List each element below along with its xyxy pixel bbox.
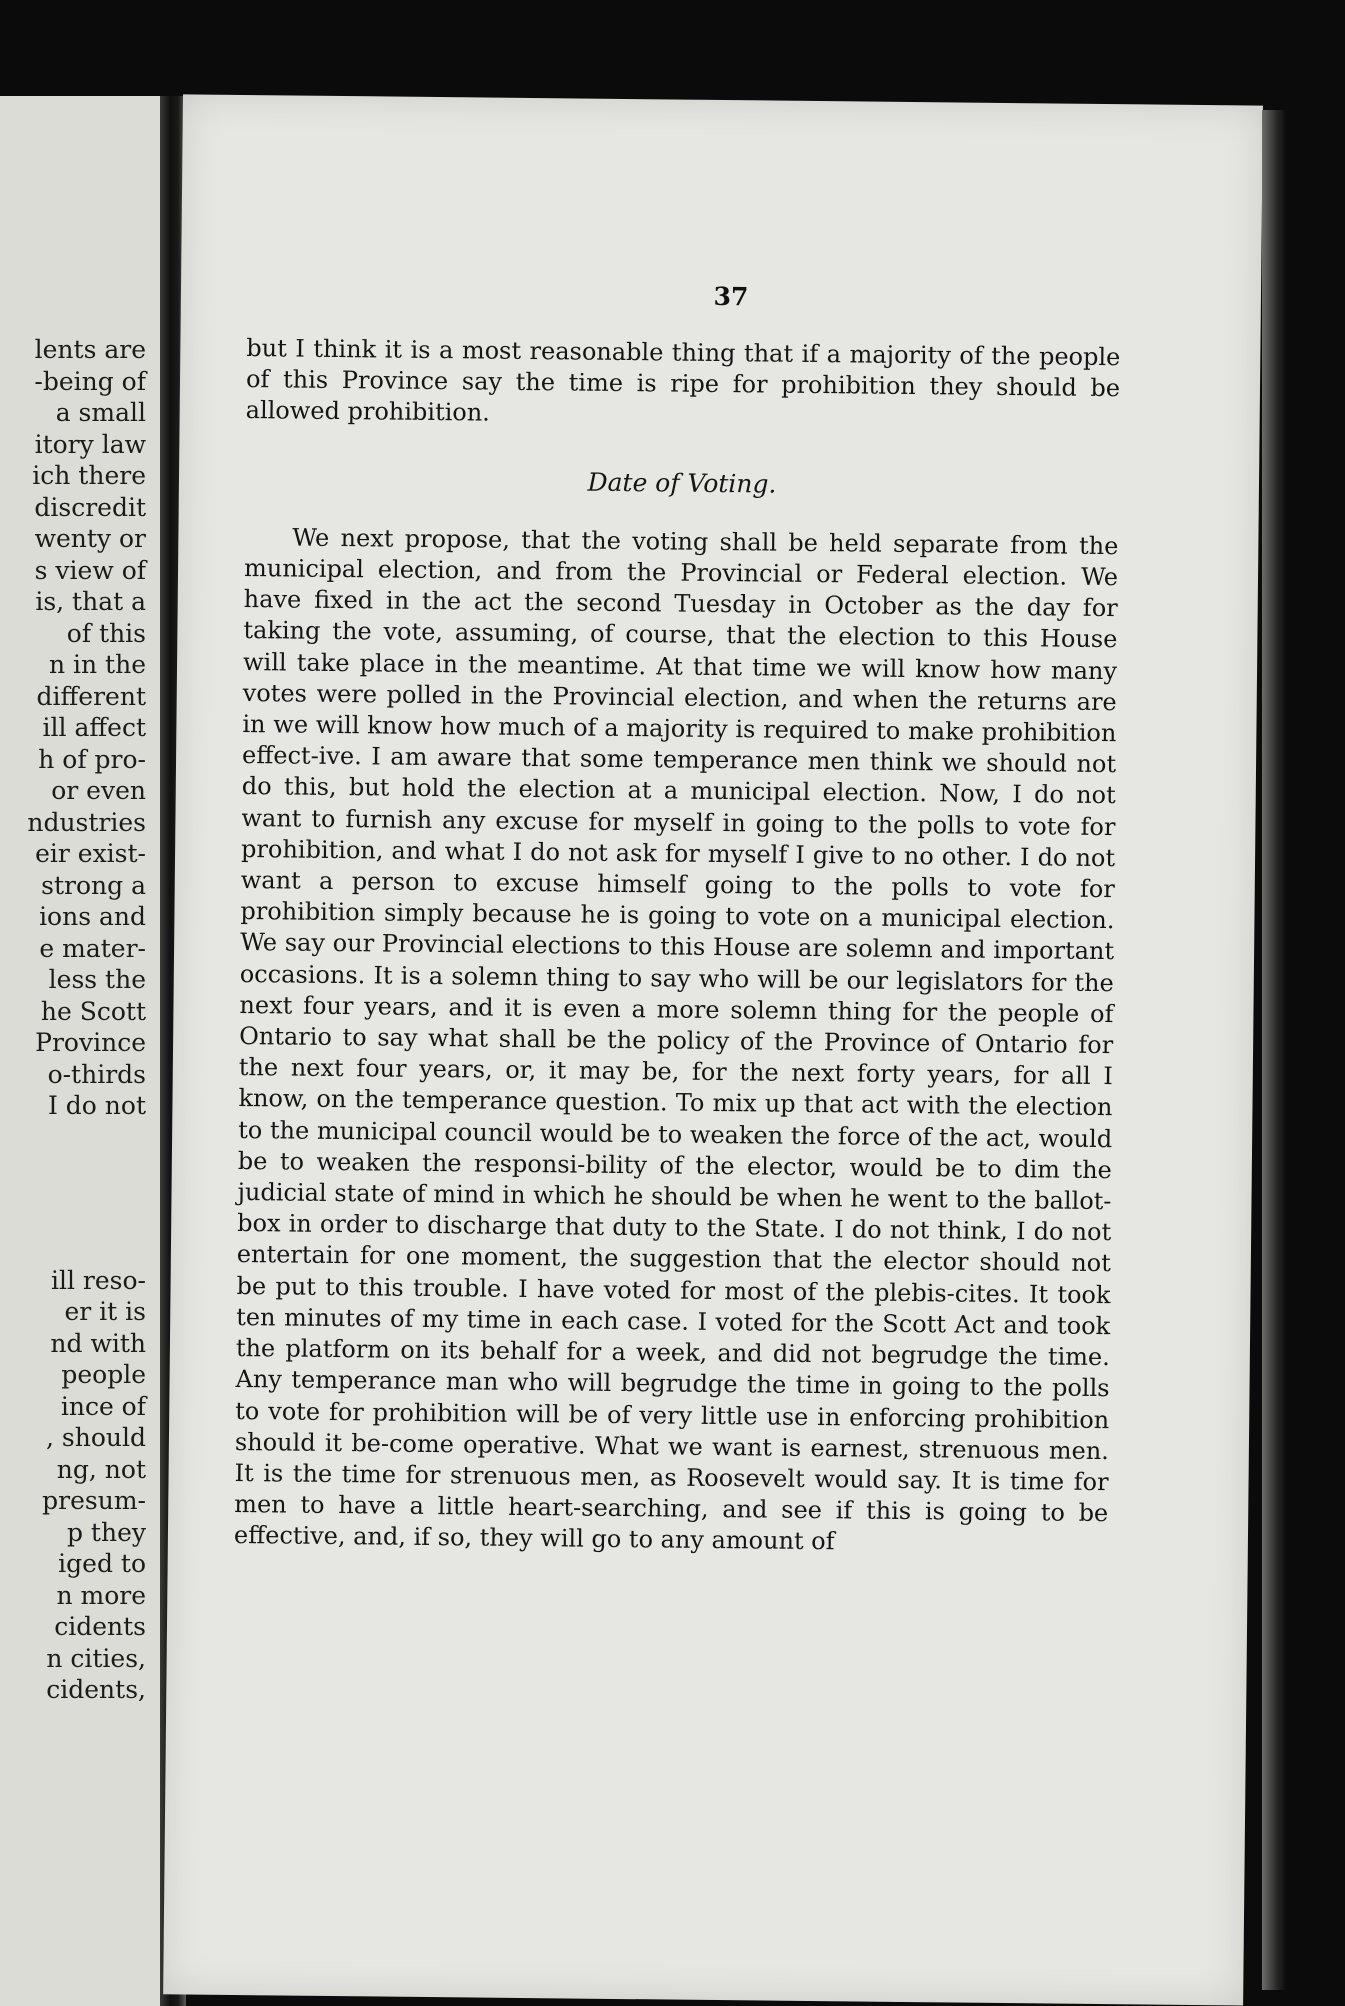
opening-paragraph: but I think it is a most reasonable thing that if a majority of the people of this Province say the time is ripe for prohibition they should be allowed prohibition. [245, 334, 1121, 427]
left-line: p they [66, 1517, 146, 1547]
left-line: strong a [41, 870, 146, 900]
left-line: ill affect [42, 713, 146, 742]
section-heading: Date of Voting. [587, 467, 777, 499]
page-number: 37 [713, 281, 749, 312]
left-page-fragment [0, 96, 168, 2006]
left-line: presum- [42, 1486, 146, 1515]
left-line: ndustries [27, 807, 146, 837]
left-line: Province [35, 1028, 146, 1057]
left-line: cidents, [46, 1675, 146, 1704]
left-line: ions and [39, 902, 146, 931]
left-line: ill reso- [50, 1265, 146, 1295]
left-line: s view of [34, 555, 146, 585]
left-line: I do not [47, 1091, 146, 1120]
left-line: wenty or [34, 524, 146, 553]
left-line: ince of [60, 1391, 146, 1421]
left-line: cidents [54, 1612, 146, 1641]
left-line: he Scott [40, 996, 146, 1026]
left-page-text [0, 334, 146, 1706]
left-line: lents are [34, 335, 146, 364]
left-line: people [61, 1360, 146, 1389]
left-line: is, that a [35, 587, 146, 616]
left-line: iged to [58, 1549, 146, 1578]
left-line: or even [51, 776, 146, 805]
page-edge-shadow [1262, 110, 1286, 1990]
left-line: n in the [48, 650, 146, 679]
left-line: o-thirds [47, 1059, 146, 1089]
left-line: itory law [34, 429, 146, 459]
left-line: nd with [50, 1328, 146, 1358]
left-line: -being of [34, 366, 146, 396]
left-line: a small [55, 398, 146, 427]
body-paragraph: We next propose, that the voting shall be held separate from the municipal election, and from the Provincial or Federal election. We have fixed in the act the second Tuesday in October as the day for taking the vote, assuming, of course, that the election to this House will take place in the meantime. At that time we will know how many votes were polled in the Provincial election, and when the returns are in we will know how much of a majority is required to make prohibition effect-ive. I am aware that some temperance men think we should not do this, but hold the election at a municipal election. Now, I do not want to furnish any excuse for myself in going to the polls to vote for prohibition, and what I do not ask for myself I give to no other. I do not want a person to excuse himself going to the polls to vote for prohibition simply because he is going to vote on a municipal election. We say our Provincial elections to this House are solemn and important occasions. It is a solemn thing to say who will be our legislators for the next four years, and it is even a more solemn thing for the people of Ontario to say what shall be the policy of the Province of Ontario for the next four years, or, it may be, for the next forty years, for all I know, on the temperance question. To mix up that act with the election to the municipal council would be to weaken the force of the act, would be to weaken the responsi-bility of the elector, would be to dim the judicial state of mind in which he should be when he went to the ballot-box in order to discharge that duty to the State. I do not think, I do not entertain for one moment, the suggestion that the elector should not be put to this trouble. I have voted for most of the plebis-cites. It took ten minutes of my time in each case. I voted for the Scott Act and took the platform on its behalf for a week, and did not begrudge the time. Any temperance man who will begrudge the time in going to the polls to vote for prohibition will be of very little use in enforcing prohibition should it be-come operative. What we want is earnest, strenuous men. It is the time for strenuous men, as Roosevelt would say. It is time for men to have a little heart-searching, and see if this is going to be effective, and, if so, they will go to any amount of [233, 523, 1119, 1556]
left-line: n cities, [46, 1643, 146, 1673]
left-page-gap [0, 1122, 146, 1265]
left-line: ich there [32, 461, 146, 490]
left-line: different [36, 681, 146, 711]
left-line: n more [56, 1580, 146, 1610]
left-line: eir exist- [35, 839, 146, 868]
left-line: , should [46, 1423, 146, 1452]
left-line: ng, not [56, 1454, 146, 1484]
page-body [234, 333, 1121, 1561]
left-line: e mater- [39, 933, 146, 963]
right-page [163, 94, 1263, 2005]
left-line: h of pro- [38, 744, 146, 774]
left-line: less the [48, 965, 146, 994]
left-line: discredit [34, 492, 146, 522]
left-line: er it is [64, 1297, 146, 1326]
left-line: of this [66, 618, 146, 648]
